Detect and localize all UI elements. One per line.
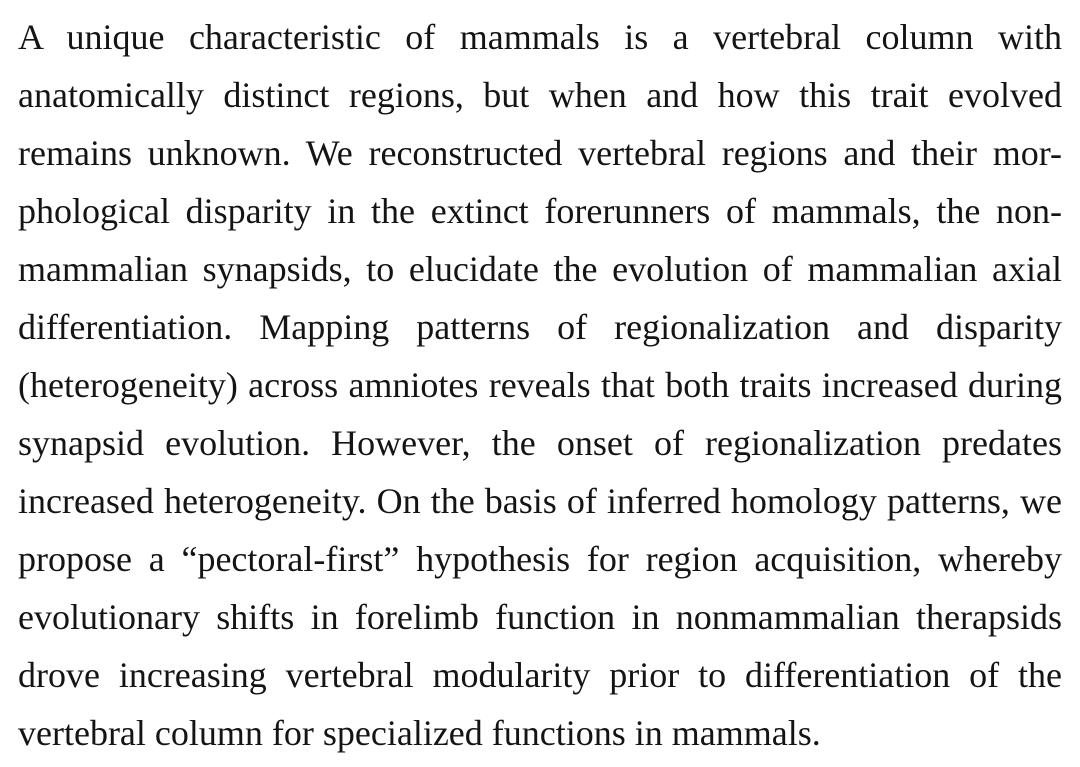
abstract-line: phological disparity in the extinct forerunners of mammals, the non- (18, 191, 1062, 231)
abstract-line: synapsid evolution. However, the onset of regionalization predates (18, 423, 1062, 463)
abstract-line: vertebral column for specialized functions in mammals. (18, 713, 821, 753)
abstract-line: (heterogeneity) across amniotes reveals that both traits increased during (18, 365, 1062, 405)
abstract-line: increased heterogeneity. On the basis of inferred homology patterns, we (18, 481, 1062, 521)
abstract-line: remains unknown. We reconstructed vertebral regions and their mor- (18, 133, 1062, 173)
abstract-line: anatomically distinct regions, but when and how this trait evolved (18, 75, 1062, 115)
abstract-line: drove increasing vertebral modularity prior to differentiation of the (18, 655, 1062, 695)
abstract-line: mammalian synapsids, to elucidate the evolution of mammalian axial (18, 249, 1062, 289)
abstract-line: propose a “pectoral-first” hypothesis for region acquisition, whereby (18, 539, 1062, 579)
abstract-line: A unique characteristic of mammals is a vertebral column with (18, 17, 1062, 57)
abstract-line: differentiation. Mapping patterns of regionalization and disparity (18, 307, 1062, 347)
abstract-line: evolutionary shifts in forelimb function in nonmammalian therapsids (18, 597, 1062, 637)
